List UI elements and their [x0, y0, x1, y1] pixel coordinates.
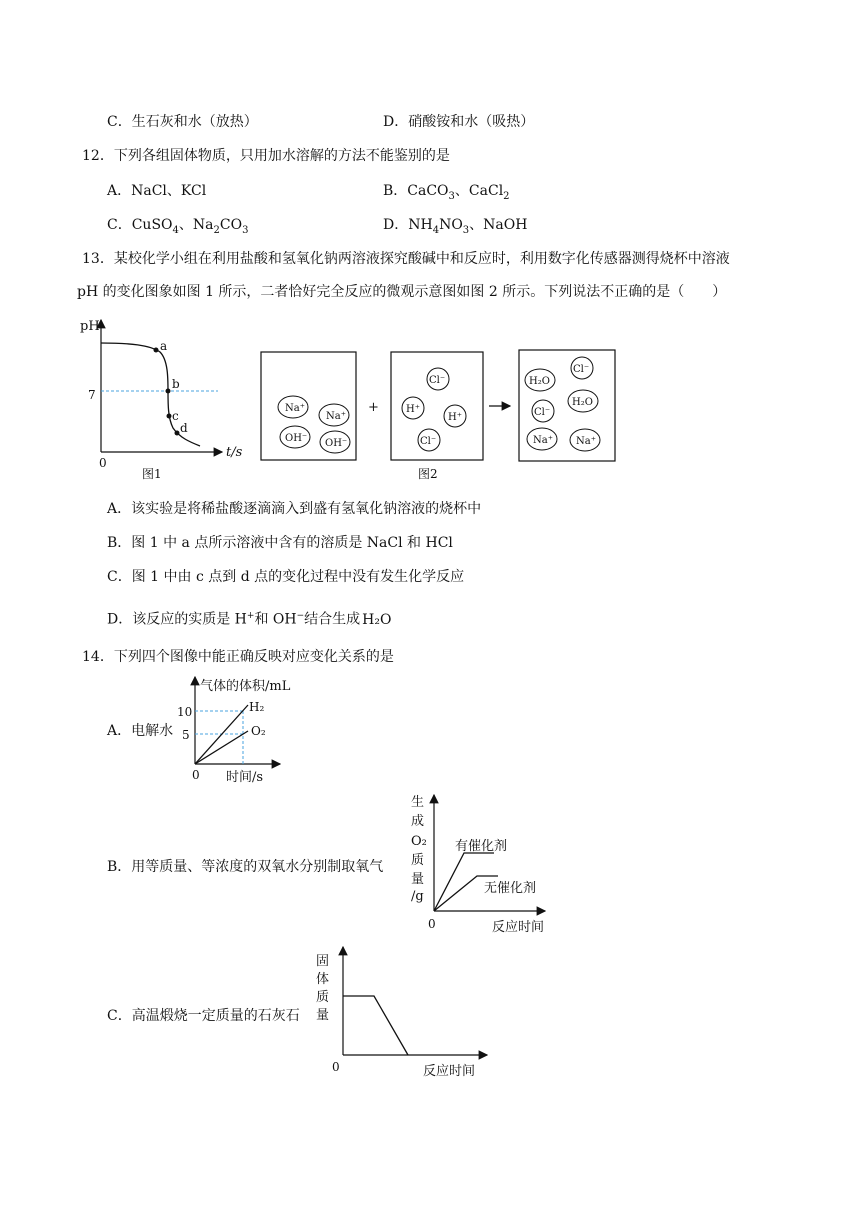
fig1-point-b [166, 389, 171, 394]
fig2-caption: 图2 [418, 467, 438, 481]
q12-option-d: D．$NH_4NO_3$、NaOH [383, 217, 528, 236]
ion-h-2-label: H⁺ [448, 412, 462, 423]
ion-cl-2-label: Cl⁻ [420, 436, 437, 447]
graphB-ylabel-5: /g [411, 889, 424, 904]
graphC-xlabel: 反应时间 [423, 1064, 476, 1079]
fig1-label-d: d [180, 421, 188, 435]
ion-h-1-label: H⁺ [406, 404, 420, 415]
graphA-ylabel: 气体的体积/mL [200, 679, 291, 694]
fig1-label-a: a [160, 339, 168, 353]
graphA-y10: 10 [177, 705, 193, 719]
graphB-ylabel-2: O₂ [411, 834, 427, 849]
graphB-xlabel: 反应时间 [492, 920, 545, 935]
ion-oh-2-label: OH⁻ [325, 438, 348, 449]
fig1-origin: 0 [99, 456, 107, 470]
q11-option-c: C．生石灰和水（放热） [107, 114, 258, 130]
fig1-caption: 图1 [142, 467, 162, 481]
q11-option-d: D．硝酸铵和水（吸热） [383, 114, 535, 130]
graphA-label-h2: H₂ [249, 700, 265, 714]
graphC-origin: 0 [332, 1060, 340, 1074]
q13-option-b: B．图 1 中 a 点所示溶液中含有的溶质是 NaCl 和 HCl [107, 535, 453, 551]
mol-h2o-2-label: H₂O [572, 397, 593, 408]
graphB-origin: 0 [428, 917, 436, 931]
q13-stem-line2: pH 的变化图象如图 1 所示，二者恰好完全反应的微观示意图如图 2 所示。下列说法不正确的是（ ） [77, 284, 727, 300]
ion-na-4-label: Na⁺ [576, 436, 596, 447]
graphC-ylabel-2: 质 [316, 990, 330, 1005]
q13-stem-line1: 13．某校化学小组在利用盐酸和氢氧化钠两溶液探究酸碱中和反应时，利用数字化传感器测得烧杯中溶液 [82, 251, 730, 267]
fig1-point-c [167, 414, 172, 419]
ion-cl-4-label: Cl⁻ [534, 407, 551, 418]
graphA-xlabel: 时间/s [226, 770, 264, 785]
fig1-ylabel: pH [80, 319, 100, 334]
graphA-line-o2 [195, 731, 248, 764]
fig1-point-d [175, 431, 180, 436]
graphA-label-o2: O₂ [251, 724, 266, 738]
graphC-ylabel-3: 量 [316, 1008, 330, 1023]
q12-option-b: B．CaCO$_3$、CaCl$_2$ [383, 183, 510, 202]
q14-option-a: A．电解水 [107, 723, 174, 739]
ion-na-1-label: Na⁺ [285, 403, 305, 414]
graphC-line-mass [343, 996, 408, 1055]
q13-option-c: C．图 1 中由 c 点到 d 点的变化过程中没有发生化学反应 [107, 569, 465, 585]
graphB-ylabel-4: 量 [411, 872, 425, 887]
fig1-label-b: b [172, 377, 180, 391]
q14-option-b: B．用等质量、等浓度的双氧水分别制取氧气 [107, 859, 384, 875]
q12-stem: 12．下列各组固体物质，只用加水溶解的方法不能鉴别的是 [82, 148, 450, 164]
graphB-label-no-catalyst: 无催化剂 [484, 881, 537, 896]
graphA-origin: 0 [192, 768, 200, 782]
graphC-ylabel-0: 固 [316, 954, 330, 969]
ion-na-3-label: Na⁺ [533, 435, 553, 446]
q14-stem: 14．下列四个图像中能正确反映对应变化关系的是 [82, 649, 394, 665]
ion-cl-3-label: Cl⁻ [573, 364, 590, 375]
graphB-label-catalyst: 有催化剂 [455, 839, 508, 854]
mol-h2o-1-label: H₂O [529, 376, 550, 387]
q13-option-a: A．该实验是将稀盐酸逐滴滴入到盛有氢氧化钠溶液的烧杯中 [107, 501, 482, 517]
ion-oh-1-label: OH⁻ [285, 433, 308, 444]
q14-option-c: C．高温煅烧一定质量的石灰石 [107, 1008, 300, 1024]
fig2-plus: + [368, 400, 379, 415]
fig1-xlabel: t/s [226, 445, 243, 460]
fig1-label-c: c [172, 409, 179, 423]
q12-option-c: C．CuSO$_4$、$Na_2CO_3$ [107, 217, 249, 236]
fig1-y7: 7 [88, 388, 96, 402]
graphB-ylabel-3: 质 [411, 853, 425, 868]
ion-na-2-label: Na⁺ [326, 411, 346, 422]
graphB-ylabel-0: 生 [411, 795, 425, 810]
q12-option-a: A．NaCl、KCl [107, 183, 207, 199]
graphB-ylabel-1: 成 [411, 814, 425, 829]
fig1-point-a [154, 348, 159, 353]
q13-option-d: D．该反应的实质是 H+和 OH−结合生成 H₂O [107, 611, 392, 628]
graphA-y5: 5 [182, 728, 190, 742]
ion-cl-1-label: Cl⁻ [429, 375, 446, 386]
graphC-ylabel-1: 体 [316, 972, 330, 987]
